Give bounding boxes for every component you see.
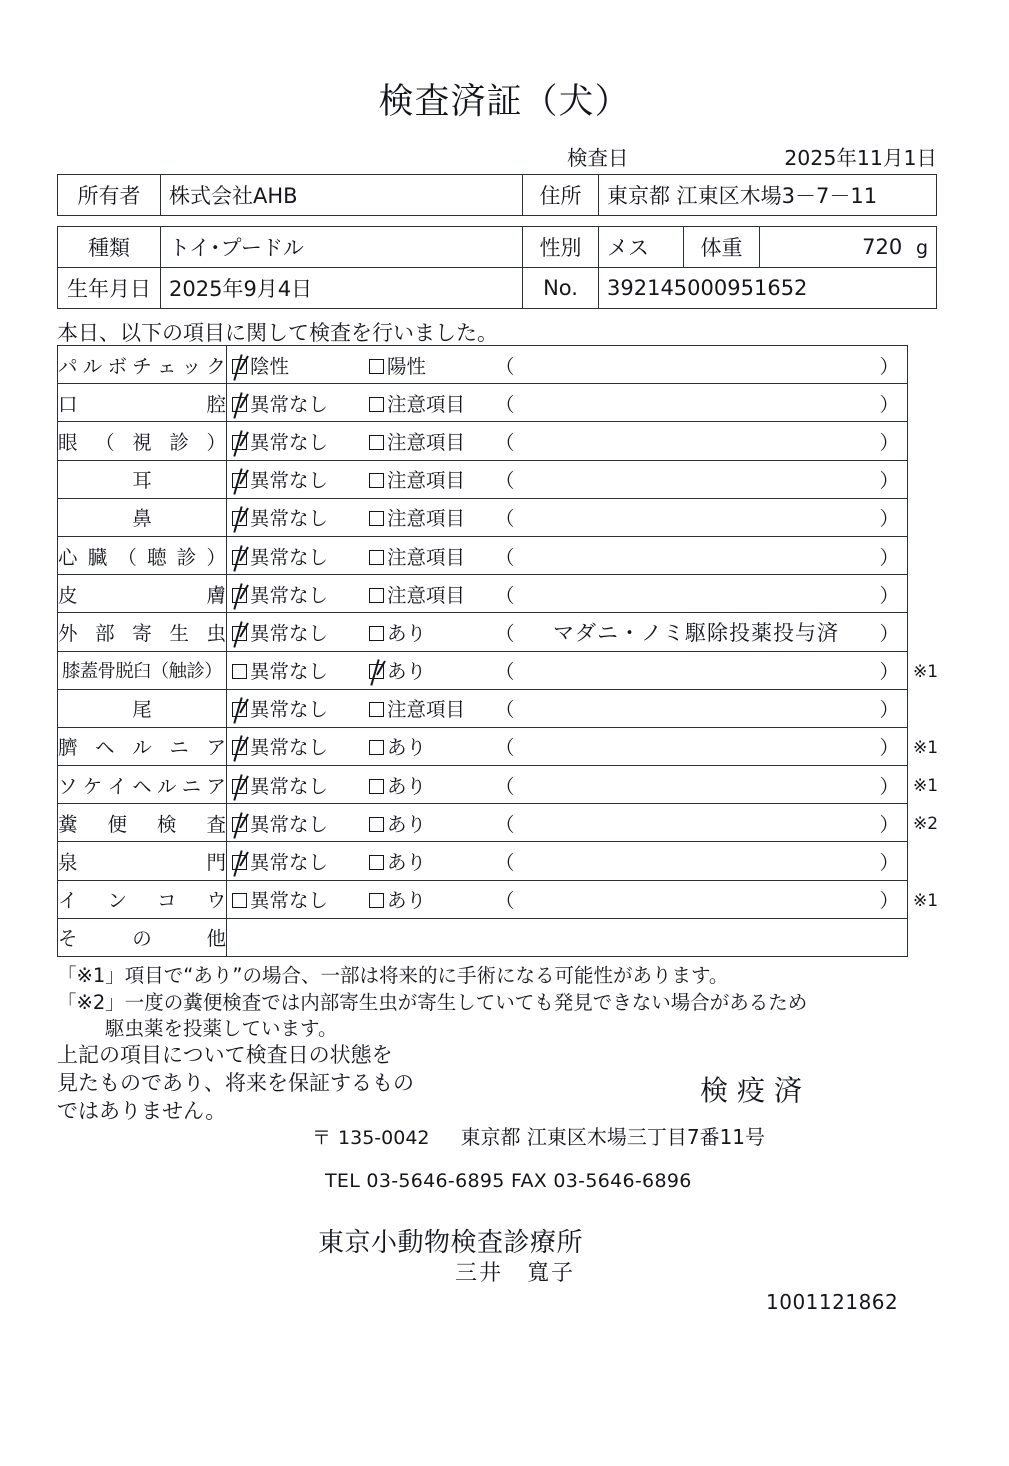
no-value-cell: 392145000951652 <box>599 268 937 309</box>
checkbox-label: 注意項目 <box>387 545 466 569</box>
asterisk-marker: ※1 <box>913 661 939 682</box>
paren-open: （ <box>495 507 515 531</box>
checkbox-b-icon[interactable] <box>369 359 384 374</box>
checkbox-b-icon[interactable] <box>369 397 384 412</box>
paren-open: （ <box>495 851 515 875</box>
checklist-options-cell <box>227 727 908 765</box>
weight-label-cell: 体重 <box>684 227 760 268</box>
checkbox-label: 異常なし <box>250 392 329 416</box>
paren-close: ） <box>879 469 899 493</box>
checklist-remark: マダニ・ノミ駆除投薬投与済 <box>553 620 839 645</box>
checklist-item-label <box>58 651 227 689</box>
checklist-option-b[interactable] <box>369 847 426 875</box>
checklist-option-b[interactable] <box>369 351 426 379</box>
checklist-item-label <box>58 613 227 651</box>
paren-open: （ <box>495 469 515 493</box>
paren-close: ） <box>879 621 899 645</box>
paren-close: ） <box>879 660 899 684</box>
paren-open: （ <box>495 430 515 454</box>
checkbox-label: 異常なし <box>250 698 329 722</box>
asterisk-marker: ※1 <box>913 776 939 797</box>
checkbox-a-icon[interactable] <box>232 550 247 565</box>
checklist-option-b[interactable] <box>369 732 426 760</box>
paren-open: （ <box>495 545 515 569</box>
checklist-item-label-text: イ ン コ ウ <box>58 889 226 913</box>
checklist-option-b[interactable] <box>369 771 426 799</box>
checklist-item-label-text: ソ ケ イ ヘ ル ニ ア <box>58 774 226 798</box>
checkbox-label: 注意項目 <box>387 583 466 607</box>
checklist-item-label-text: 口 腔 <box>58 392 226 416</box>
checklist-row <box>58 766 908 804</box>
checkbox-label: 異常なし <box>250 430 329 454</box>
checklist-row <box>58 422 908 460</box>
checklist-item-label <box>58 422 227 460</box>
checklist-item-label <box>58 689 227 727</box>
checkbox-label: あり <box>387 774 427 798</box>
checklist-item-label <box>58 346 227 384</box>
checkbox-label: あり <box>387 621 427 645</box>
checklist-row <box>58 575 908 613</box>
paren-close: ） <box>879 507 899 531</box>
checklist-options-cell <box>227 842 908 880</box>
checklist-item-label <box>58 880 227 918</box>
checklist-option-a[interactable] <box>232 732 328 760</box>
checklist-options-cell <box>227 575 908 613</box>
checklist-options-cell <box>227 613 908 651</box>
checklist-row <box>58 613 908 651</box>
checkbox-b-icon[interactable] <box>369 626 384 641</box>
paren-close: ） <box>879 430 899 454</box>
checklist-options-cell <box>227 536 908 574</box>
checklist-row <box>58 498 908 536</box>
checklist-option-a[interactable] <box>232 694 328 722</box>
checkbox-a-icon[interactable] <box>232 397 247 412</box>
checkbox-label: 異常なし <box>250 736 329 760</box>
paren-close: ） <box>879 545 899 569</box>
checkbox-label: 異常なし <box>250 583 329 607</box>
checklist-option-b[interactable] <box>369 465 465 493</box>
clinic-name: 東京小動物検査診療所 <box>318 1228 584 1258</box>
checklist-options-cell <box>227 384 908 422</box>
paren-close: ） <box>879 583 899 607</box>
checkbox-a-icon[interactable] <box>232 626 247 641</box>
checklist-options-cell <box>227 498 908 536</box>
paren-open: （ <box>495 889 515 913</box>
clinic-street-address: 東京都 江東区木場三丁目7番11号 <box>460 1125 766 1149</box>
checklist-row <box>58 804 908 842</box>
checkbox-b-icon[interactable] <box>369 779 384 794</box>
checklist-option-a[interactable] <box>232 351 289 379</box>
checkbox-label: 異常なし <box>250 621 329 645</box>
checklist-item-label-text: 皮 膚 <box>58 583 226 607</box>
checklist-row-other <box>58 918 908 956</box>
inspection-checklist-table <box>57 345 908 957</box>
checklist-option-b[interactable] <box>369 427 465 455</box>
checklist-item-label <box>58 460 227 498</box>
birth-value-cell: 2025年9月4日 <box>161 268 523 309</box>
paren-close: ） <box>879 354 899 378</box>
checkbox-label: あり <box>387 889 427 913</box>
checklist-item-label <box>58 766 227 804</box>
checklist-option-a[interactable] <box>232 389 328 417</box>
checklist-option-b[interactable] <box>369 389 465 417</box>
checklist-row <box>58 651 908 689</box>
paren-open: （ <box>495 774 515 798</box>
clinic-tel-fax: TEL 03-5646-6895 FAX 03-5646-6896 <box>325 1170 692 1192</box>
sex-label-cell: 性別 <box>523 227 599 268</box>
breed-label-cell: 種類 <box>58 227 161 268</box>
checklist-item-label-text: 外 部 寄 生 虫 <box>58 621 226 645</box>
checklist-row <box>58 536 908 574</box>
paren-open: （ <box>495 354 515 378</box>
checklist-item-label <box>58 536 227 574</box>
checklist-row <box>58 384 908 422</box>
other-row-value[interactable] <box>227 918 908 956</box>
paren-close: ） <box>879 698 899 722</box>
disclaimer-line-2: 見たものであり、将来を保証するもの <box>57 1071 414 1095</box>
exam-date-row <box>57 141 937 169</box>
checkbox-a-icon[interactable] <box>232 664 247 679</box>
checklist-item-label-text: 臍 ヘ ル ニ ア <box>58 736 226 760</box>
owner-label-cell: 所有者 <box>58 175 161 216</box>
checklist-option-a[interactable] <box>232 542 328 570</box>
checklist-row <box>58 460 908 498</box>
checkbox-label: あり <box>387 736 427 760</box>
checkbox-b-icon[interactable] <box>369 893 384 908</box>
checklist-row <box>58 842 908 880</box>
table-row <box>58 227 937 268</box>
checklist-item-label <box>58 727 227 765</box>
checkbox-a-icon[interactable] <box>232 359 247 374</box>
disclaimer-block <box>57 1041 414 1125</box>
checkbox-a-icon[interactable] <box>232 435 247 450</box>
checklist-options-cell <box>227 422 908 460</box>
checklist-options-cell <box>227 689 908 727</box>
checklist-item-label-text: 鼻 <box>132 507 152 531</box>
checklist-option-b[interactable] <box>369 503 465 531</box>
checkbox-label: 注意項目 <box>387 469 466 493</box>
checklist-options-cell <box>227 346 908 384</box>
paren-open: （ <box>495 812 515 836</box>
checkbox-label: 陰性 <box>250 354 290 378</box>
no-label-cell: No. <box>523 268 599 309</box>
checklist-item-label-text: 泉 門 <box>58 851 226 875</box>
breed-value-cell: トイ･プードル <box>161 227 523 268</box>
checklist-item-label-text: 耳 <box>132 469 152 493</box>
checklist-option-b[interactable] <box>369 809 426 837</box>
owner-table <box>57 174 937 216</box>
paren-open: （ <box>495 660 515 684</box>
weight-unit: g <box>915 237 928 259</box>
paren-close: ） <box>879 392 899 416</box>
checklist-option-a[interactable] <box>232 465 328 493</box>
checklist-option-a[interactable] <box>232 809 328 837</box>
quarantine-stamp: 検疫済 <box>700 1074 812 1107</box>
checkbox-a-icon[interactable] <box>232 702 247 717</box>
disclaimer-line-1: 上記の項目について検査日の状態を <box>57 1043 393 1067</box>
paren-close: ） <box>879 889 899 913</box>
checklist-options-cell <box>227 766 908 804</box>
checklist-option-b[interactable] <box>369 580 465 608</box>
checkbox-b-icon[interactable] <box>369 740 384 755</box>
checklist-option-a[interactable] <box>232 771 328 799</box>
document-serial-number: 1001121862 <box>766 1290 899 1314</box>
footnote-2: 「※2」一度の糞便検査では内部寄生虫が寄生していても発見できない場合があるため <box>57 991 808 1014</box>
checklist-options-cell <box>227 651 908 689</box>
checklist-option-b[interactable] <box>369 656 426 684</box>
checklist-item-label-text: パ ル ボ チ ェ ッ ク <box>58 354 226 378</box>
checkbox-label: 注意項目 <box>387 507 466 531</box>
checklist-option-a[interactable] <box>232 885 328 913</box>
checklist-options-cell <box>227 460 908 498</box>
exam-date-label: 検査日 <box>567 146 629 170</box>
checklist-row <box>58 689 908 727</box>
checklist-options-cell <box>227 880 908 918</box>
checkbox-a-icon[interactable] <box>232 893 247 908</box>
checkbox-b-icon[interactable] <box>369 473 384 488</box>
footnote-2-continued: 駆虫薬を投薬しています。 <box>105 1017 338 1040</box>
checkbox-label: あり <box>387 851 427 875</box>
postal-mark-icon: 〒 <box>312 1127 332 1149</box>
checklist-options-cell <box>227 804 908 842</box>
checkbox-label: 注意項目 <box>387 698 466 722</box>
checklist-row <box>58 880 908 918</box>
checklist-row <box>58 727 908 765</box>
paren-open: （ <box>495 392 515 416</box>
paren-close: ） <box>879 851 899 875</box>
paren-close: ） <box>879 774 899 798</box>
checkbox-label: あり <box>387 812 427 836</box>
checkbox-label: 異常なし <box>250 545 329 569</box>
checklist-item-label <box>58 498 227 536</box>
checkbox-label: 異常なし <box>250 851 329 875</box>
checkbox-b-icon[interactable] <box>369 435 384 450</box>
clinic-address <box>312 1121 765 1150</box>
checkbox-b-icon[interactable] <box>369 817 384 832</box>
checkbox-label: 異常なし <box>250 507 329 531</box>
checklist-item-label-text: 糞 便 検 査 <box>58 812 226 836</box>
exam-date-value: 2025年11月1日 <box>784 146 937 170</box>
table-row <box>58 175 937 216</box>
checklist-item-label-text: 尾 <box>132 698 152 722</box>
paren-close: ） <box>879 736 899 760</box>
weight-number: 720 <box>862 235 903 259</box>
address-value-cell: 東京都 江東区木場3－7－11 <box>599 175 937 216</box>
asterisk-marker: ※2 <box>913 814 939 835</box>
checklist-item-label <box>58 804 227 842</box>
weight-value-cell <box>760 227 937 268</box>
footnote-1: 「※1」項目で“あり”の場合、一部は将来的に手術になる可能性があります。 <box>57 964 729 987</box>
checklist-option-a[interactable] <box>232 618 328 646</box>
checkbox-a-icon[interactable] <box>232 740 247 755</box>
checkbox-label: あり <box>387 660 427 684</box>
checklist-item-label-text: 眼 （ 視 診 ） <box>58 430 226 454</box>
asterisk-marker: ※1 <box>913 738 939 758</box>
checkbox-label: 陽性 <box>387 354 427 378</box>
other-row-label-text: そ の 他 <box>58 927 226 951</box>
paren-open: （ <box>495 583 515 607</box>
pet-info-table <box>57 226 937 309</box>
paren-open: （ <box>495 621 515 645</box>
checkbox-b-icon[interactable] <box>369 855 384 870</box>
checkbox-a-icon[interactable] <box>232 588 247 603</box>
disclaimer-line-3: ではありません。 <box>57 1099 227 1123</box>
asterisk-marker: ※1 <box>913 890 939 911</box>
checkbox-a-icon[interactable] <box>232 855 247 870</box>
checklist-option-b[interactable] <box>369 885 426 913</box>
paren-close: ） <box>879 812 899 836</box>
checkbox-b-icon[interactable] <box>369 588 384 603</box>
checklist-option-b[interactable] <box>369 694 465 722</box>
birth-label-cell: 生年月日 <box>58 268 161 309</box>
sex-value-cell: メス <box>599 227 684 268</box>
other-row-label <box>58 918 227 956</box>
checkbox-label: 異常なし <box>250 774 329 798</box>
paren-open: （ <box>495 736 515 760</box>
checkbox-a-icon[interactable] <box>232 817 247 832</box>
checkbox-b-icon[interactable] <box>369 664 384 679</box>
checklist-option-a[interactable] <box>232 656 328 684</box>
checkbox-a-icon[interactable] <box>232 511 247 526</box>
checklist-item-label <box>58 384 227 422</box>
checklist-option-b[interactable] <box>369 542 465 570</box>
checkbox-label: 異常なし <box>250 660 329 684</box>
checkbox-label: 異常なし <box>250 812 329 836</box>
checkbox-a-icon[interactable] <box>232 473 247 488</box>
inspector-name: 三井 寬子 <box>455 1261 576 1286</box>
checkbox-b-icon[interactable] <box>369 702 384 717</box>
checkbox-label: 異常なし <box>250 469 329 493</box>
page-title: 検査済証（犬） <box>378 82 631 122</box>
checklist-item-label <box>58 575 227 613</box>
table-row <box>58 268 937 309</box>
address-label-cell: 住所 <box>523 175 599 216</box>
owner-value-cell: 株式会社AHB <box>161 175 523 216</box>
checklist-option-b[interactable] <box>369 618 426 646</box>
checklist-option-a[interactable] <box>232 580 328 608</box>
checklist-item-label-text: 心 臓 （ 聴 診 ） <box>58 545 226 569</box>
paren-open: （ <box>495 698 515 722</box>
checklist-option-a[interactable] <box>232 847 328 875</box>
checkbox-b-icon[interactable] <box>369 550 384 565</box>
checklist-option-a[interactable] <box>232 427 328 455</box>
checkbox-label: 注意項目 <box>387 392 466 416</box>
checkbox-b-icon[interactable] <box>369 511 384 526</box>
checkbox-a-icon[interactable] <box>232 779 247 794</box>
checklist-row <box>58 346 908 384</box>
checklist-item-label <box>58 842 227 880</box>
intro-sentence: 本日、以下の項目に関して検査を行いました。 <box>57 321 498 345</box>
checkbox-label: 注意項目 <box>387 430 466 454</box>
checklist-option-a[interactable] <box>232 503 328 531</box>
checkbox-label: 異常なし <box>250 889 329 913</box>
postal-code: 135-0042 <box>338 1127 430 1149</box>
checklist-item-label-text: 膝蓋骨脱臼（触診） <box>61 661 223 683</box>
